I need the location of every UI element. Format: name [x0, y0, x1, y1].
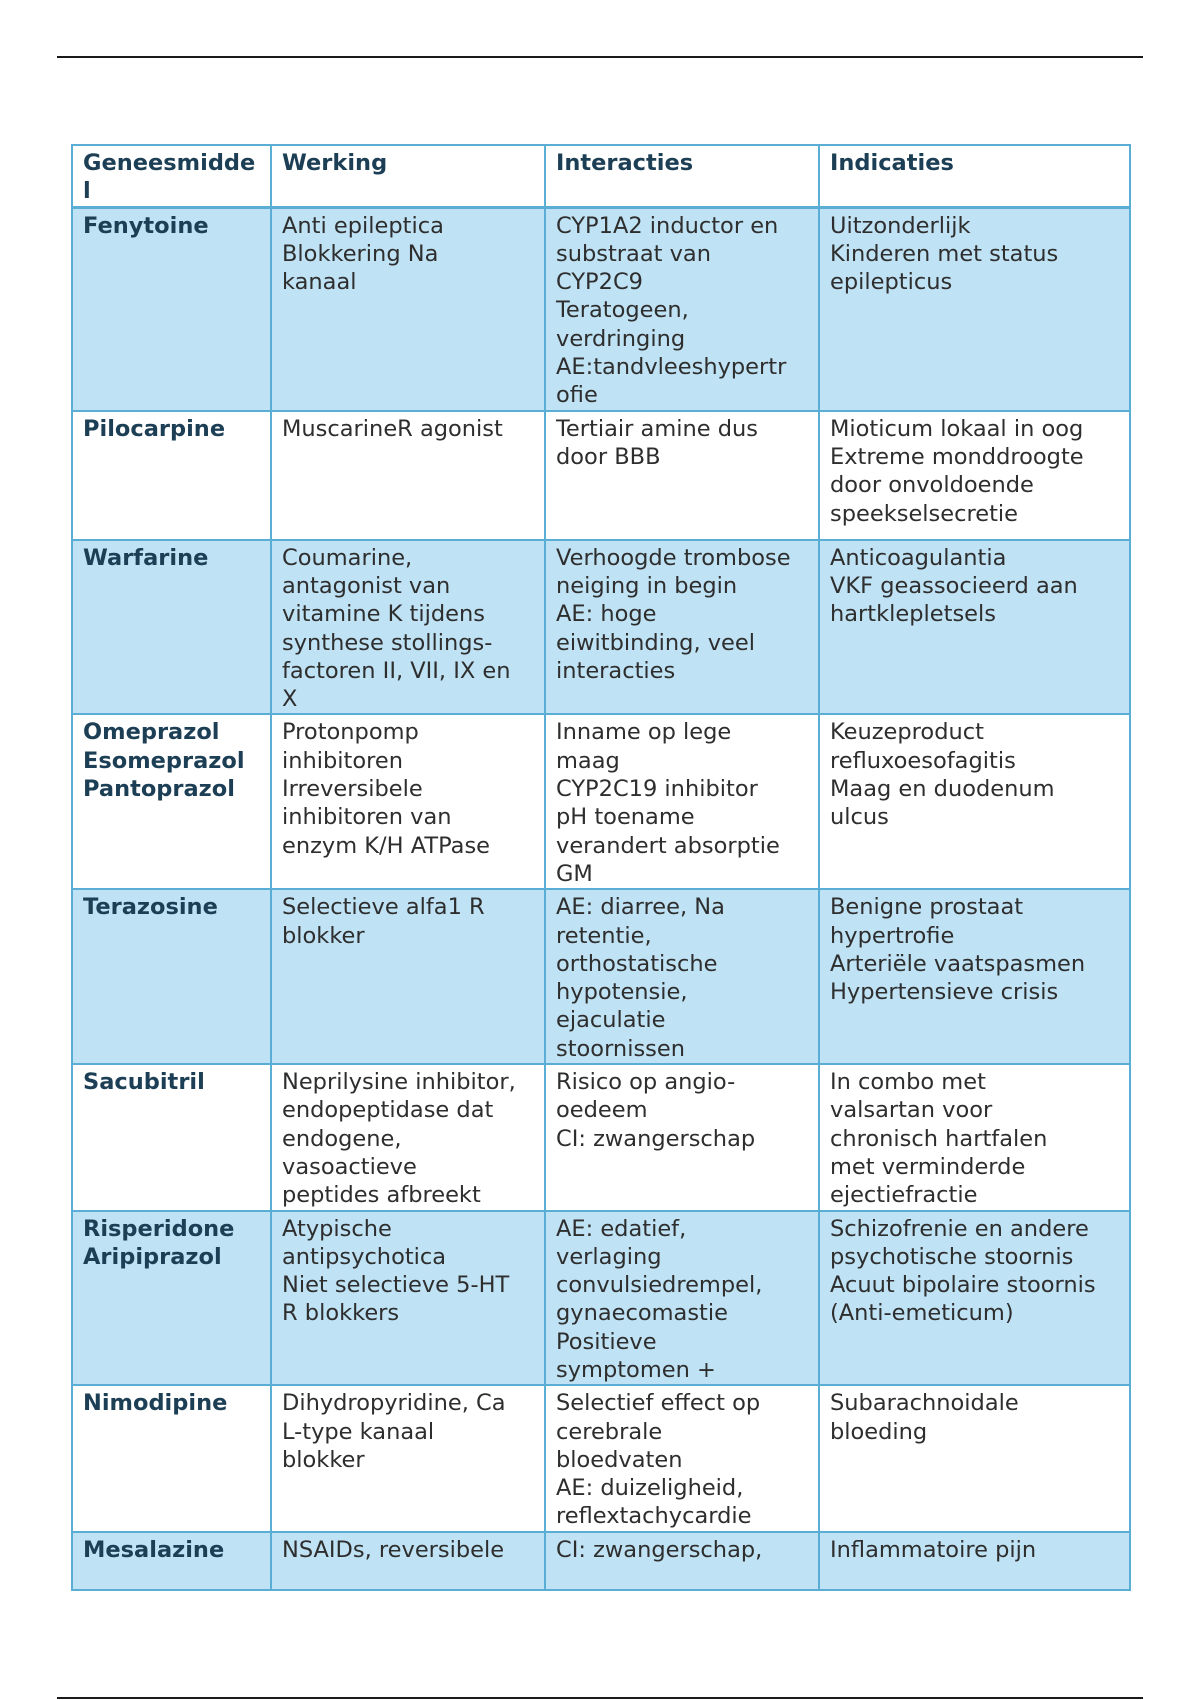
line: Schizofrenie en andere	[830, 1215, 1089, 1242]
line: substraat van	[556, 240, 711, 267]
header-interacties	[545, 145, 819, 207]
line: Blokkering Na	[282, 240, 439, 267]
line: Selectief effect op	[556, 1390, 761, 1417]
line: epilepticus	[830, 269, 953, 296]
line: chronisch hartfalen	[830, 1125, 1048, 1152]
line: psychotische stoornis	[830, 1243, 1074, 1270]
line: door BBB	[556, 443, 661, 470]
line: AE:tandvleeshypertr	[556, 354, 787, 381]
line: ulcus	[830, 804, 889, 831]
line: endogene,	[282, 1125, 402, 1152]
line: ejectiefractie	[830, 1182, 978, 1209]
line: AE: duizeligheid,	[556, 1475, 744, 1502]
line: MuscarineR agonist	[282, 415, 503, 442]
line: Niet selectieve 5-HT	[282, 1272, 510, 1299]
header-werking-text: Werking	[282, 150, 388, 176]
cell-werking	[271, 714, 545, 889]
line: antipsychotica	[282, 1243, 447, 1270]
header-interacties-text: Interacties	[556, 150, 694, 176]
line: inhibitoren van	[282, 804, 452, 831]
line: reflextachycardie	[556, 1503, 752, 1530]
line: maag	[556, 747, 620, 774]
line: door onvoldoende	[830, 472, 1034, 499]
line: orthostatische	[556, 950, 718, 977]
line: Irreversibele	[282, 776, 423, 803]
line: AE: edatief,	[556, 1215, 687, 1242]
header-geneesmiddel	[72, 145, 271, 207]
line: Anti epileptica	[282, 212, 444, 239]
cell-werking	[271, 207, 545, 411]
drug-table	[71, 144, 1131, 1591]
line: vasoactieve	[282, 1153, 417, 1180]
line: blokker	[282, 1446, 365, 1473]
line: VKF geassocieerd aan	[830, 572, 1078, 599]
line: Anticoagulantia	[830, 544, 1007, 571]
cell-werking	[271, 540, 545, 715]
line: Fenytoine	[83, 212, 209, 239]
header-geneesmiddel-text: Geneesmiddel	[83, 150, 256, 205]
line: AE: diarree, Na	[556, 894, 725, 921]
line: enzym K/H ATPase	[282, 832, 491, 859]
line: Mesalazine	[83, 1536, 225, 1563]
line: hartklepletsels	[830, 601, 996, 628]
line: Selectieve alfa1 R	[282, 894, 485, 921]
header-rule	[57, 56, 1143, 58]
cell-drug-name	[72, 1064, 271, 1210]
line: gynaecomastie	[556, 1300, 728, 1327]
line: Mioticum lokaal in oog	[830, 415, 1084, 442]
line: synthese stollings-	[282, 629, 493, 656]
line: inhibitoren	[282, 747, 404, 774]
line: antagonist van	[282, 572, 451, 599]
line: Inname op lege	[556, 719, 732, 746]
cell-drug-name	[72, 1532, 271, 1590]
line: Esomeprazol	[83, 747, 245, 774]
line: Coumarine,	[282, 544, 413, 571]
cell-interacties	[545, 889, 819, 1064]
line: (Anti-emeticum)	[830, 1300, 1014, 1327]
table-row	[72, 1211, 1130, 1386]
line: kanaal	[282, 269, 357, 296]
line: eiwitbinding, veel	[556, 629, 755, 656]
header-indicaties	[819, 145, 1130, 207]
line: speekselsecretie	[830, 500, 1018, 527]
cell-interacties	[545, 207, 819, 411]
line: CI: zwangerschap	[556, 1125, 756, 1152]
cell-werking	[271, 1064, 545, 1210]
line: peptides afbreekt	[282, 1182, 481, 1209]
cell-indicaties	[819, 714, 1130, 889]
line: Teratogeen,	[556, 297, 689, 324]
line: bloeding	[830, 1418, 928, 1445]
line: symptomen +	[556, 1356, 716, 1383]
line: met verminderde	[830, 1153, 1026, 1180]
cell-interacties	[545, 714, 819, 889]
line: Omeprazol	[83, 719, 220, 746]
cell-interacties	[545, 540, 819, 715]
table-row	[72, 889, 1130, 1064]
line: Terazosine	[83, 894, 218, 921]
line: hypertrofie	[830, 922, 955, 949]
line: Inflammatoire pijn	[830, 1536, 1037, 1563]
line: L-type kanaal	[282, 1418, 435, 1445]
table-row	[72, 411, 1130, 540]
cell-indicaties	[819, 1532, 1130, 1590]
line: Tertiair amine dus	[556, 415, 759, 442]
line: refluxoesofagitis	[830, 747, 1016, 774]
line: CI: zwangerschap,	[556, 1536, 763, 1563]
cell-indicaties	[819, 1385, 1130, 1531]
header-werking	[271, 145, 545, 207]
line: Kinderen met status	[830, 240, 1059, 267]
cell-drug-name	[72, 1211, 271, 1386]
line: In combo met	[830, 1069, 986, 1096]
line: factoren II, VII, IX en	[282, 657, 511, 684]
line: Sacubitril	[83, 1069, 205, 1096]
line: Extreme monddroogte	[830, 443, 1084, 470]
table-row	[72, 714, 1130, 889]
cell-drug-name	[72, 889, 271, 1064]
line: ofie	[556, 382, 598, 409]
line: ejaculatie	[556, 1007, 666, 1034]
line: Neprilysine inhibitor,	[282, 1069, 516, 1096]
line: Dihydropyridine, Ca	[282, 1390, 506, 1417]
line: Warfarine	[83, 544, 209, 571]
cell-drug-name	[72, 540, 271, 715]
table-row	[72, 1532, 1130, 1590]
header-indicaties-text: Indicaties	[830, 150, 954, 176]
line: Keuzeproduct	[830, 719, 984, 746]
line: Atypische	[282, 1215, 392, 1242]
line: CYP1A2 inductor en	[556, 212, 779, 239]
line: Protonpomp	[282, 719, 419, 746]
cell-interacties	[545, 1532, 819, 1590]
line: Verhoogde trombose	[556, 544, 791, 571]
cell-werking	[271, 411, 545, 540]
cell-werking	[271, 1211, 545, 1386]
line: Acuut bipolaire stoornis	[830, 1272, 1096, 1299]
cell-interacties	[545, 411, 819, 540]
table-header-row	[72, 145, 1130, 207]
line: cerebrale	[556, 1418, 663, 1445]
cell-interacties	[545, 1385, 819, 1531]
cell-interacties	[545, 1211, 819, 1386]
line: neiging in begin	[556, 572, 738, 599]
line: X	[282, 686, 298, 713]
cell-drug-name	[72, 714, 271, 889]
line: GM	[556, 860, 593, 887]
line: Risico op angio-	[556, 1069, 736, 1096]
cell-indicaties	[819, 411, 1130, 540]
table-row	[72, 207, 1130, 411]
line: interacties	[556, 657, 676, 684]
line: CYP2C19 inhibitor	[556, 776, 758, 803]
line: stoornissen	[556, 1035, 685, 1062]
line: Uitzonderlijk	[830, 212, 971, 239]
line: verdringing	[556, 325, 686, 352]
line: Hypertensieve crisis	[830, 979, 1059, 1006]
cell-indicaties	[819, 207, 1130, 411]
footer-rule	[57, 1697, 1143, 1699]
cell-indicaties	[819, 889, 1130, 1064]
line: Positieve	[556, 1328, 657, 1355]
line: verandert absorptie	[556, 832, 780, 859]
line: pH toename	[556, 804, 695, 831]
line: retentie,	[556, 922, 652, 949]
cell-drug-name	[72, 411, 271, 540]
cell-drug-name	[72, 207, 271, 411]
cell-indicaties	[819, 540, 1130, 715]
cell-werking	[271, 889, 545, 1064]
line: Subarachnoidale	[830, 1390, 1019, 1417]
line: vitamine K tijdens	[282, 601, 485, 628]
cell-werking	[271, 1385, 545, 1531]
cell-drug-name	[72, 1385, 271, 1531]
cell-interacties	[545, 1064, 819, 1210]
line: verlaging	[556, 1243, 662, 1270]
table-row	[72, 540, 1130, 715]
cell-indicaties	[819, 1064, 1130, 1210]
line: Aripiprazol	[83, 1243, 222, 1270]
line: Pilocarpine	[83, 415, 226, 442]
line: Risperidone	[83, 1215, 235, 1242]
line: oedeem	[556, 1097, 648, 1124]
line: R blokkers	[282, 1300, 400, 1327]
line: CYP2C9	[556, 269, 643, 296]
line: valsartan voor	[830, 1097, 993, 1124]
line: Pantoprazol	[83, 776, 235, 803]
line: NSAIDs, reversibele	[282, 1536, 505, 1563]
line: hypotensie,	[556, 979, 688, 1006]
cell-indicaties	[819, 1211, 1130, 1386]
line: endopeptidase dat	[282, 1097, 494, 1124]
line: Maag en duodenum	[830, 776, 1055, 803]
cell-werking	[271, 1532, 545, 1590]
line: Arteriële vaatspasmen	[830, 950, 1086, 977]
table-row	[72, 1385, 1130, 1531]
line: blokker	[282, 922, 365, 949]
line: bloedvaten	[556, 1446, 683, 1473]
line: Nimodipine	[83, 1390, 228, 1417]
line: convulsiedrempel,	[556, 1272, 763, 1299]
line: AE: hoge	[556, 601, 657, 628]
table-row	[72, 1064, 1130, 1210]
line: Benigne prostaat	[830, 894, 1024, 921]
